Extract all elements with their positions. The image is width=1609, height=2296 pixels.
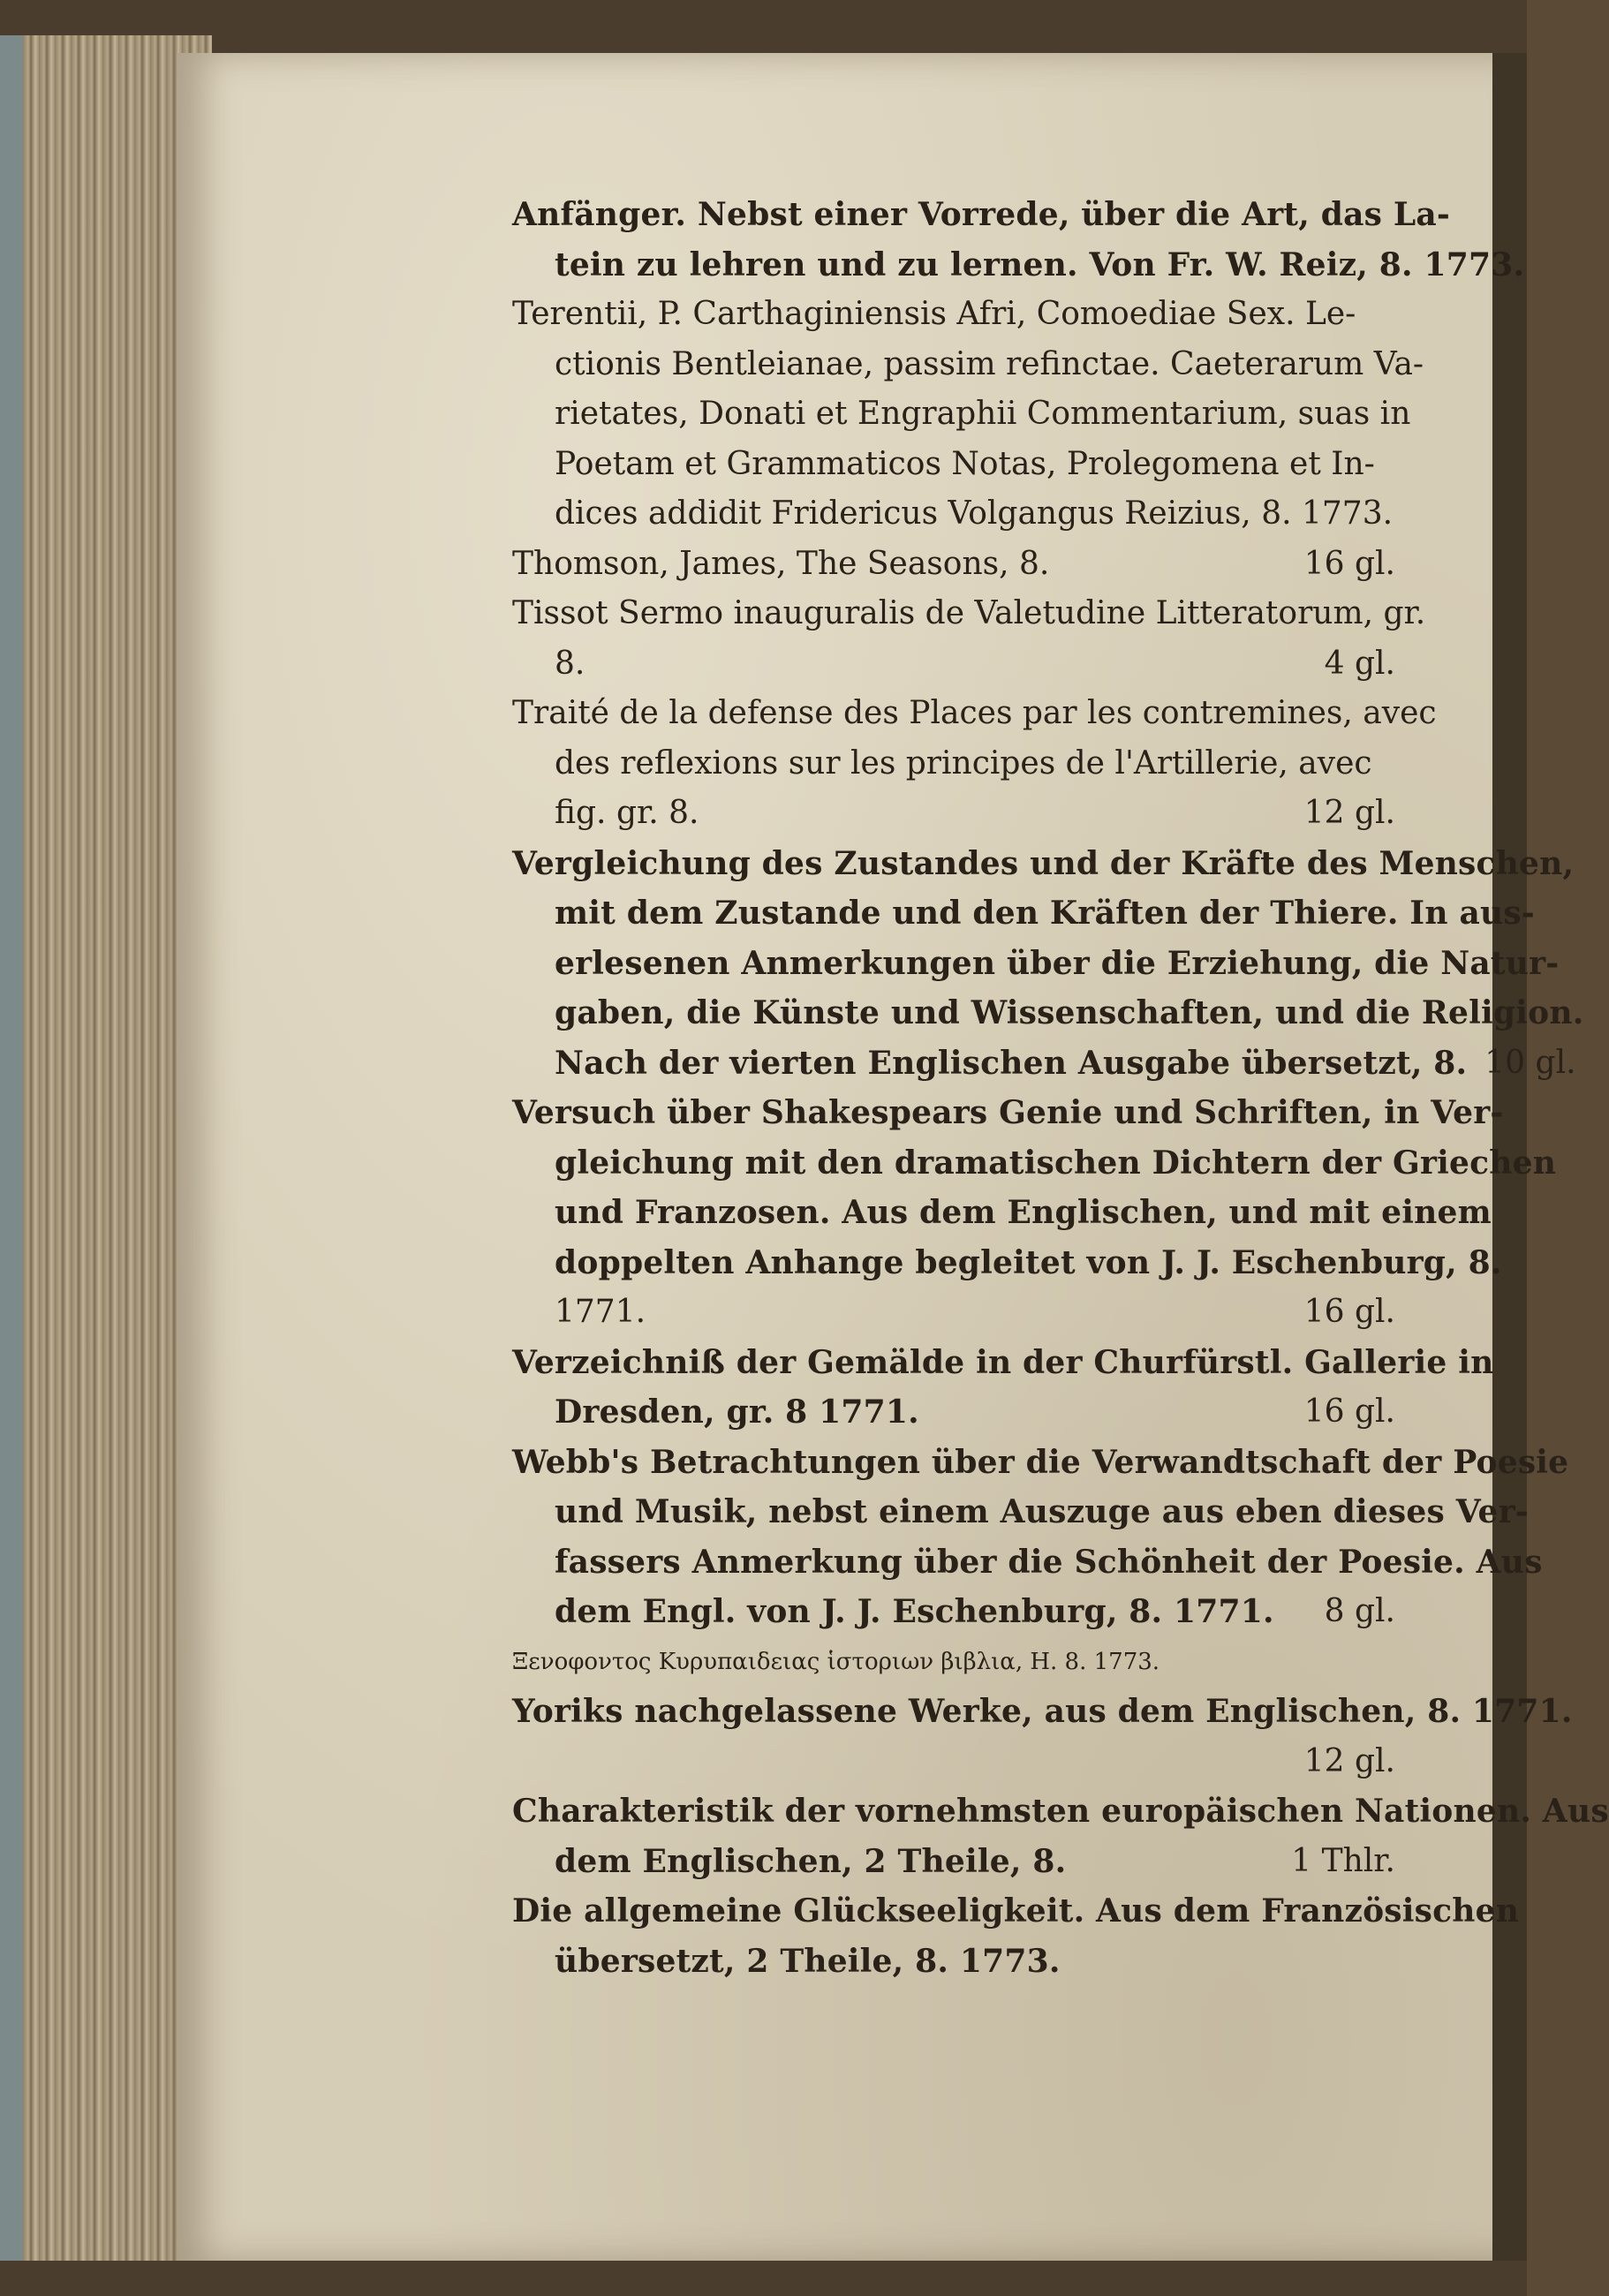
catalog-line: [512, 1438, 1569, 1488]
catalog-line-text: dices addidit Fridericus Volgangus Reizius, 8. 1773.: [555, 495, 1394, 532]
catalog-line-text: rietates, Donati et Engraphii Commentarium, suas in: [555, 396, 1411, 432]
catalog-line-text: Die allgemeine Glückseeligkeit. Aus dem Französischen: [512, 1892, 1520, 1930]
catalog-line-text: Vergleichung des Zustandes und der Kräfte des Menschen,: [512, 844, 1575, 882]
catalog-line: [512, 1288, 1395, 1338]
catalog-line-text: Versuch über Shakespears Genie und Schriften, in Ver-: [512, 1094, 1504, 1131]
catalog-line-text: 8.: [555, 645, 585, 682]
catalog-line-text: gaben, die Künste und Wissenschaften, und die Religion.: [555, 994, 1584, 1031]
catalog-line: [512, 1487, 1529, 1537]
catalog-line-text: Yoriks nachgelassene Werke, aus dem Englischen, 8. 1771.: [512, 1693, 1573, 1730]
catalog-line: [512, 290, 1395, 340]
catalog-line: [512, 1737, 1395, 1787]
catalog-line-text: dem Engl. von J. J. Eschenburg, 8. 1771.: [555, 1593, 1274, 1630]
catalog-line: [512, 389, 1411, 440]
catalog-line: [512, 1038, 1576, 1089]
catalog-line-text: Anfänger. Nebst einer Vorrede, über die Art, das La-: [512, 196, 1450, 233]
catalog-line-text: Dresden, gr. 8 1771.: [555, 1393, 919, 1431]
catalog-line: [512, 988, 1584, 1038]
catalog-line-text: tein zu lehren und zu lernen. Von Fr. W. Reiz, 8. 1773.: [555, 245, 1525, 283]
catalog-line-text: gleichung mit den dramatischen Dichtern der Griechen: [555, 1144, 1557, 1182]
catalog-line: [512, 639, 1395, 690]
catalog-line-text: und Musik, nebst einem Auszuge aus eben dieses Ver-: [555, 1493, 1529, 1530]
catalog-line: [512, 1837, 1395, 1887]
catalog-line-text: doppelten Anhange begleitet von J. J. Eschenburg, 8.: [555, 1243, 1502, 1281]
catalog-line-text: 1771.: [555, 1294, 646, 1330]
catalog-line-price: 12 gl.: [1303, 795, 1395, 831]
catalog-line-text: Tissot Sermo inauguralis de Valetudine Litteratorum, gr.: [512, 595, 1426, 631]
catalog-line-text: Thomson, James, The Seasons, 8.: [512, 545, 1050, 582]
catalog-line: [512, 1886, 1520, 1937]
catalog-line-price: 16 gl.: [1303, 1294, 1395, 1330]
catalog-line: [512, 589, 1426, 639]
catalog-line: [512, 1937, 1395, 1987]
catalog-line-price: 4 gl.: [1324, 645, 1395, 682]
catalog-line: [512, 540, 1395, 590]
catalog-line: [512, 1188, 1492, 1238]
catalog-line-text: fig. gr. 8.: [555, 795, 699, 831]
catalog-line-price: 10 gl.: [1484, 1044, 1576, 1081]
catalog-line-text: erlesenen Anmerkungen über die Erziehung, die Natur-: [555, 944, 1560, 982]
catalog-line: [512, 1387, 1395, 1438]
catalog-line: [512, 689, 1437, 739]
catalog-line: [512, 1786, 1609, 1837]
catalog-line: [512, 888, 1535, 939]
catalog-line: [512, 489, 1395, 540]
catalog-line-text: Webb's Betrachtungen über die Verwandtschaft der Poesie: [512, 1443, 1569, 1481]
catalog-line-text: Traité de la defense des Places par les contremines, avec: [512, 695, 1437, 731]
catalog-line-price: 12 gl.: [1303, 1742, 1395, 1779]
catalog-line: [512, 1637, 1395, 1688]
catalog-line: [512, 839, 1575, 889]
catalog-line-text: Terentii, P. Carthaginiensis Afri, Comoediae Sex. Le-: [512, 296, 1356, 332]
catalog-text: [512, 190, 1609, 1986]
catalog-line-text: übersetzt, 2 Theile, 8. 1773.: [555, 1942, 1061, 1980]
catalog-line-price: 8 gl.: [1324, 1593, 1395, 1629]
catalog-line: [512, 1088, 1504, 1138]
catalog-line: [512, 939, 1560, 989]
catalog-line: [512, 1138, 1557, 1189]
catalog-line-text: mit dem Zustande und den Kräften der Thiere. In aus-: [555, 895, 1535, 932]
catalog-line: [512, 739, 1395, 789]
catalog-line: [512, 190, 1450, 240]
catalog-line: [512, 1537, 1543, 1588]
catalog-line: [512, 240, 1525, 291]
catalog-line: [512, 1587, 1395, 1637]
catalog-line: [512, 1338, 1494, 1388]
catalog-line-price: 16 gl.: [1303, 1393, 1395, 1430]
catalog-line: [512, 789, 1395, 839]
catalog-line-text: und Franzosen. Aus dem Englischen, und mit einem: [555, 1194, 1492, 1231]
catalog-line-text: Ξενοφοντος Κυρυπαιδειας ἱστοριων βιβλια, H. 8. 1773.: [512, 1648, 1160, 1675]
catalog-line: [512, 1687, 1573, 1737]
catalog-line-text: ctionis Bentleianae, passim refinctae. Caeterarum Va-: [555, 345, 1424, 382]
catalog-line: [512, 1238, 1502, 1288]
catalog-line-text: dem Englischen, 2 Theile, 8.: [555, 1842, 1067, 1880]
catalog-line-text: Poetam et Grammaticos Notas, Prolegomena et In-: [555, 445, 1375, 482]
catalog-line-text: Verzeichniß der Gemälde in der Churfürstl. Gallerie in: [512, 1343, 1494, 1381]
catalog-line: [512, 440, 1395, 490]
catalog-line-text: fassers Anmerkung über die Schönheit der Poesie. Aus: [555, 1543, 1543, 1581]
catalog-line-text: des reflexions sur les principes de l'Artillerie, avec: [555, 744, 1372, 782]
catalog-line-price: 16 gl.: [1303, 545, 1395, 582]
catalog-line: [512, 340, 1424, 390]
catalog-line-text: Nach der vierten Englischen Ausgabe übersetzt, 8.: [555, 1044, 1468, 1082]
catalog-line-price: 1 Thlr.: [1291, 1842, 1395, 1879]
catalog-line-text: Charakteristik der vornehmsten europäischen Nationen. Aus: [512, 1793, 1609, 1830]
